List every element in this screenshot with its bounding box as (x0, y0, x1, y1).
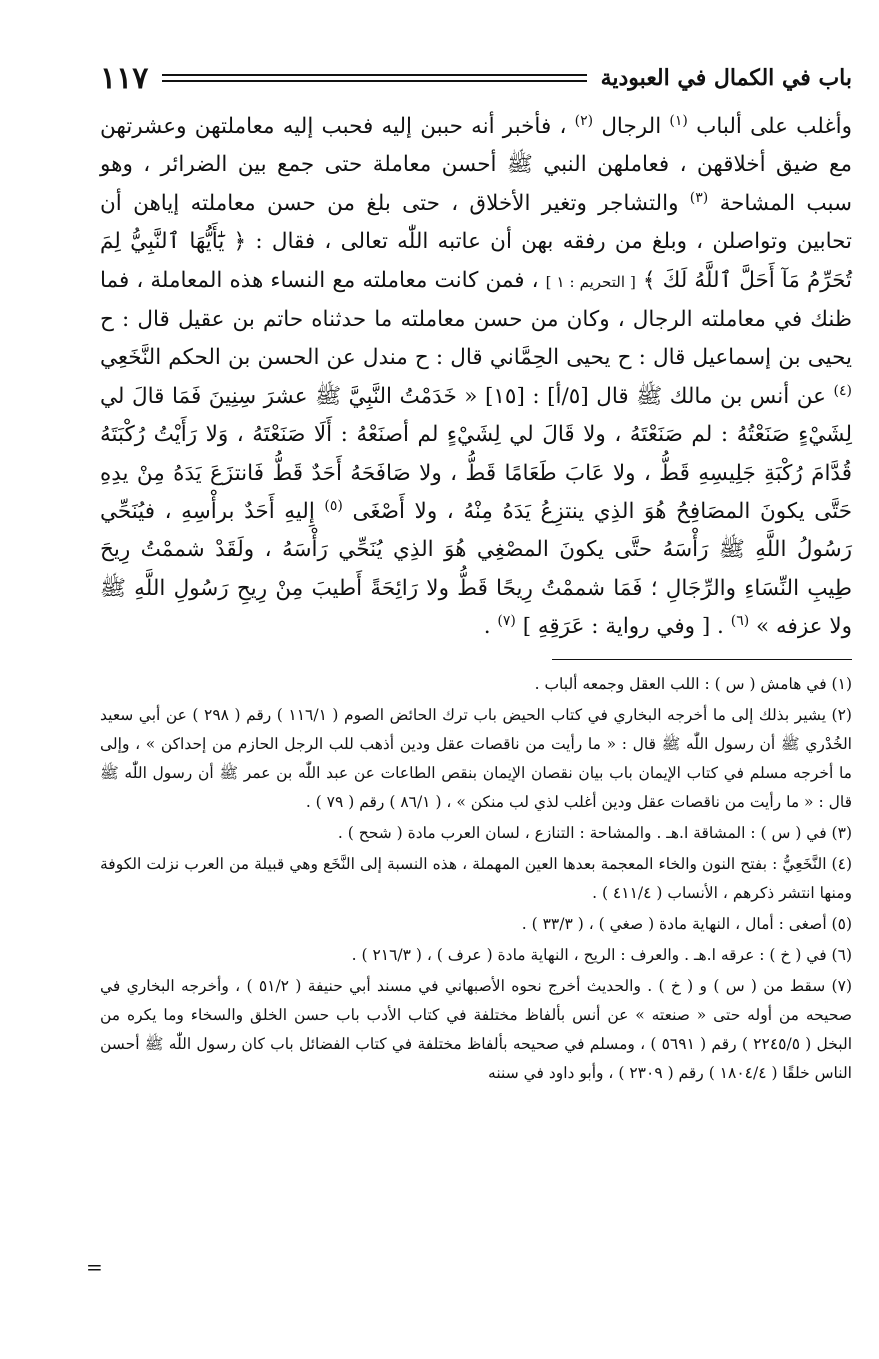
footnote-ref-6: (٦) (730, 613, 750, 630)
header-rule (162, 74, 586, 82)
book-page (100, 58, 852, 1348)
running-header (100, 58, 852, 98)
footnote-ref-4: (٤) (833, 382, 853, 399)
page-number: ١١٧ (100, 60, 149, 96)
footnote-separator (552, 659, 852, 660)
text-run: ، فمن كانت معاملته مع النساء هذه المعاملة ، فما ظنك في معاملته الرجال ، وكان من حسن معاملته ما حدثناه حاتم بن عقيل قال : ح يحيى بن إسماعيل قال : ح يحيى الحِمَّاني قال : ح مندل عن الحسن بن الحكم النَّخَعِي (100, 267, 852, 371)
text-run: عن أنس بن مالك ﷺ قال [٥/أ] : [١٥] « خَدَمْتُ النَّبِيَّ ﷺ عشرَ سِنِينَ فَمَا قالَ لي لِشَيْءٍ صَنَعْتُهُ : لم صَنَعْتَهُ ، ولا قَالَ لي لِشَيْءٍ لم أصنَعْهُ : أَلَا صَنَعْتَهُ ، وَلا رَأَيْتُ رُكْبَتَهُ قُدَّامَ رُكْبَةِ جَلِيسِهِ قَطُّ ، ولا عَابَ طَعَامًا قَطُّ ، ولا صَافَحَهُ أَحَدٌ قَطُّ فَانتزَعَ يَدَهُ مِنْ يدِهِ حَتَّى يكونَ المصَافِحُ هُوَ الذِي ينتزِعُ يَدَهُ مِنْهُ ، ولا أَصْغَى (100, 383, 852, 525)
footnote-ref-1: (١) (669, 112, 688, 129)
quran-verse: ﴿ يَٰٓأَيُّهَا ٱلنَّبِيُّ لِمَ تُحَرِّمُ مَآ أَحَلَّ ٱللَّهُ لَكَ ﴾ (100, 229, 852, 293)
footnotes (100, 670, 852, 1088)
text-run: وأغلب على ألباب (696, 114, 852, 139)
footnote-7: (٧) سقط من ( س ) و ( خ ) . والحديث أخرج نحوه الأصبهاني في مسند أبي حنيفة ( ٥١/٢ ) ، وأخرجه البخاري في صحيحه من أوله حتى « صنعته » عن أنس بألفاظ مختلفة في كتاب الأدب باب حسن الخلق والسخاء وما يكره من البخل ( ٢٢٤٥/٥ ) رقم ( ٥٦٩١ ) ، ومسلم في صحيحه بألفاظ مختلفة في كتاب الفضائل باب كان رسول اللّٰه ﷺ أحسن الناس خلقًا ( ١٨٠٤/٤ ) رقم ( ٢٣٠٩ ) ، وأبو داود في سننه (100, 976, 852, 1082)
quran-reference: [ التحريم : ١ ] (545, 272, 636, 291)
footnote-5: (٥) أصغى : أمال ، النهاية مادة ( صغي ) ، ( ٣٣/٣ ) . (521, 914, 852, 933)
footnote-6: (٦) في ( خ ) : عرقه ا.هـ . والعرف : الريح ، النهاية مادة ( عرف ) ، ( ٢١٦/٣ ) . (351, 945, 852, 964)
text-run: والتشاجر وتغير الأخلاق ، حتى بلغ من حسن معاملته إياهن أن تحابين وتواصلن ، وبلغ من رفقه بهن أن عاتبه اللّٰه تعالى ، فقال : (100, 190, 852, 255)
text-run: . [ وفي رواية : عَرَقِهِ ] (522, 614, 724, 640)
chapter-title: باب في الكمال في العبودية (600, 65, 852, 91)
footnote-ref-2: (٢) (574, 112, 594, 129)
text-run: . (483, 614, 491, 640)
footnote-ref-7: (٧) (497, 613, 516, 630)
text-run: ، فأخبر أنه حببن إليه فحبب إليه معاملتهن وعشرتهن مع ضيق أخلاقهن ، فعاملهن النبي ﷺ أحسن معاملة حتى جمع بين الضرائر ، وهو سبب المشاحة (100, 114, 852, 216)
footnote-2: (٢) يشير بذلك إلى ما أخرجه البخاري في كتاب الحيض باب ترك الحائض الصوم ( ١١٦/١ ) رقم ( ٢٩٨ ) عن أبي سعيد الخُدْري ﷺ أن رسول اللّٰه ﷺ قال : « ما رأيت من ناقصات عقل ودين أذهب للب الرجل الحازم من إحداكن » ، وإلى ما أخرجه مسلم في كتاب الإيمان باب بيان نقصان الإيمان بنقص الطاعات عن عبد اللّٰه بن عمر ﷺ أن رسول اللّٰه ﷺ قال : « ما رأيت من ناقصات عقل ودين أغلب لذي لب منكن » ، ( ٨٦/١ ) رقم ( ٧٩ ) . (100, 705, 852, 811)
footnote-3: (٣) في ( س ) : المشاقة ا.هـ . والمشاحة : التنازع ، لسان العرب مادة ( شحح ) . (337, 823, 852, 842)
footnote-ref-5: (٥) (324, 497, 343, 514)
continuation-mark: = (86, 1255, 103, 1279)
main-paragraph (100, 108, 852, 647)
footnote-1: (١) في هامش ( س ) : اللب العقل وجمعه ألباب . (534, 674, 852, 693)
text-run: إِليهِ أَحَدٌ برأْسِهِ ، فيُنَحِّي رَسُولُ اللَّهِ ﷺ رَأْسَهُ حتَّى يكونَ المصْغِي هُوَ الذِي يُنَحِّي رَأْسَهُ ، ولَقَدْ شممْتُ رِيحَ طِيبِ النِّسَاءِ والرِّجَالِ ؛ فَمَا شممْتُ رِيحًا قَطُّ ولا رَائِحَةً أَطيبَ مِنْ رِيحِ رَسُولِ اللَّهِ ﷺ ولا عزفه » (100, 499, 852, 640)
main-text (100, 108, 852, 647)
footnote-4: (٤) النَّخَعِيُّ : بفتح النون والخاء المعجمة بعدها العين المهملة ، هذه النسبة إلى النَّخَع وهي قبيلة من العرب نزلت الكوفة ومنها انتشر ذكرهم ، الأنساب ( ٤١١/٤ ) . (100, 854, 852, 902)
text-run: الرجال (601, 114, 662, 139)
footnote-ref-3: (٣) (689, 189, 709, 206)
